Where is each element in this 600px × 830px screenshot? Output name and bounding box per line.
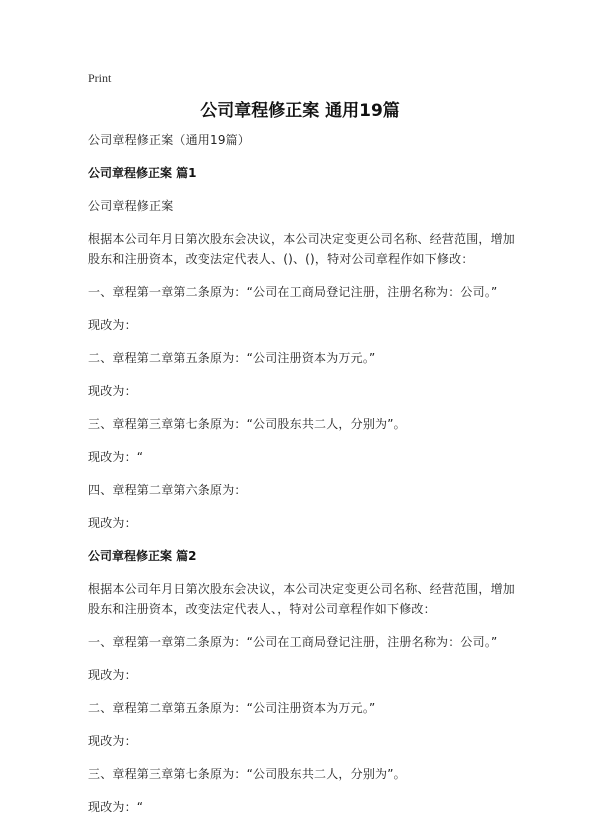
section-2-article-3-revised: 现改为：“ xyxy=(88,800,144,814)
section-1-article-4-revised: 现改为： xyxy=(88,516,137,530)
section-2-article-1-original: 一、章程第一章第二条原为：“公司在工商局登记注册，注册名称为：公司。” xyxy=(88,635,498,649)
section-2-article-2-original: 二、章程第二章第五条原为：“公司注册资本为万元。” xyxy=(88,701,376,715)
section-1-article-1-revised: 现改为： xyxy=(88,318,137,332)
document-subtitle: 公司章程修正案（通用19篇） xyxy=(88,133,251,147)
section-heading-2: 公司章程修正案 篇2 xyxy=(88,549,197,563)
section-1-article-1-original: 一、章程第一章第二条原为：“公司在工商局登记注册，注册名称为：公司。” xyxy=(88,285,498,299)
document-body xyxy=(88,130,518,830)
section-1-article-4-original: 四、章程第二章第六条原为： xyxy=(88,483,247,497)
section-1-article-3-revised: 现改为：“ xyxy=(88,450,144,464)
section-1-intro: 根据本公司年月日第次股东会决议，本公司决定变更公司名称、经营范围，增加股东和注册资本，改变法定代表人、()、()，特对公司章程作如下修改： xyxy=(88,232,516,266)
section-2-intro: 根据本公司年月日第次股东会决议，本公司决定变更公司名称、经营范围，增加股东和注册资本，改变法定代表人、，特对公司章程作如下修改： xyxy=(88,582,516,616)
document-title: 公司章程修正案 通用19篇 xyxy=(200,101,400,121)
section-2-article-3-original: 三、章程第三章第七条原为：“公司股东共二人，分别为”。 xyxy=(88,767,406,781)
section-heading-1: 公司章程修正案 篇1 xyxy=(88,166,197,180)
section-2-article-1-revised: 现改为： xyxy=(88,668,137,682)
section-1-article-2-revised: 现改为： xyxy=(88,384,137,398)
section-1-article-3-original: 三、章程第三章第七条原为：“公司股东共二人，分别为”。 xyxy=(88,417,406,431)
section-2-article-2-revised: 现改为： xyxy=(88,734,137,748)
section-1-article-2-original: 二、章程第二章第五条原为：“公司注册资本为万元。” xyxy=(88,351,376,365)
print-link[interactable]: Print xyxy=(88,71,112,85)
section-1-title: 公司章程修正案 xyxy=(88,199,174,213)
